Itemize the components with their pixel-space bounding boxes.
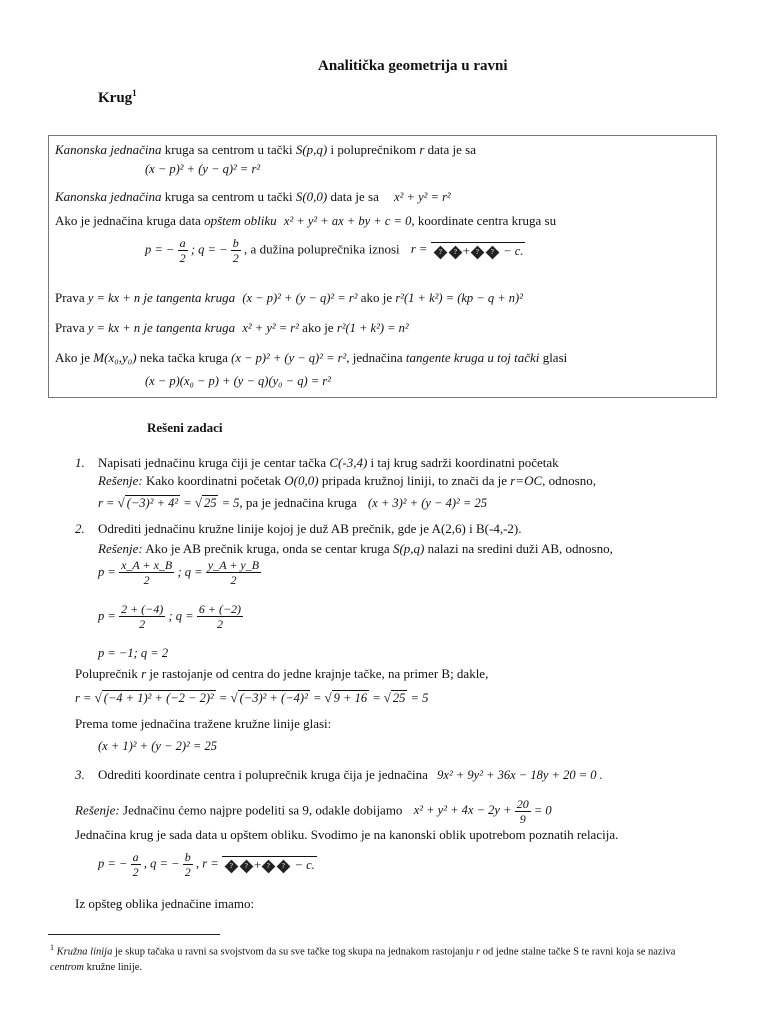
radius-radical: ? ? + ? ? − c. (222, 856, 317, 873)
final-equation: (x + 1)² + (y − 2)² = 25 (98, 739, 217, 753)
problem-1 (75, 455, 559, 471)
text: Poluprečnik (75, 666, 142, 681)
general-form-text: Iz opšteg oblika jednačine imamo: (75, 896, 255, 911)
glyph: ? (244, 862, 249, 871)
r-lhs: r = (75, 691, 95, 705)
equation-general: x² + y² + ax + by + c = 0 (283, 214, 412, 228)
relations-formula (98, 850, 317, 879)
solved-problems-heading: Rešeni zadaci (147, 420, 223, 435)
text: Prava (55, 320, 88, 335)
missing-glyph-icon (433, 246, 447, 260)
origin-point: O(0,0) (284, 473, 319, 488)
q-lhs: ; q = (177, 565, 203, 579)
term-general: opštem obliku (204, 213, 277, 228)
term-tangent: je tangenta kruga (140, 290, 236, 305)
box-line-1 (55, 142, 476, 158)
num: 20 (516, 797, 529, 811)
text: Odrediti jednačinu kružne linije kojoj je duž AB prečnik, gde je A(2,6) i B(-4,-2). (98, 521, 522, 536)
equation-canonical: (x − p)² + (y − q)² = r² (145, 162, 261, 176)
fraction-a-2 (178, 236, 188, 265)
r-tail: − c. (503, 244, 524, 258)
text: pripada kružnoj liniji, to znači da je (318, 473, 511, 488)
circle-eq: (x − p)² + (y − q)² = r² (231, 351, 347, 365)
glyph: ? (267, 862, 271, 871)
fraction (183, 850, 193, 879)
radicand: (−3)² + (−4)² (239, 691, 308, 705)
radius-calculation: r = √ (−4 + 1)² + (−2 − 2)² = √ (−3)² + (−4)² = √ 9 + 16 = √ 25 = 5 (75, 690, 429, 705)
problem-number: 2. (75, 521, 85, 536)
footnote (50, 940, 710, 975)
solution-label: Rešenje: (98, 473, 143, 488)
problem-number: 3. (75, 767, 85, 782)
formula-box (48, 135, 717, 398)
text: Ako je AB prečnik kruga, onda se centar kruga (142, 541, 393, 556)
term: centrom (50, 961, 85, 973)
r-lhs: , r = (196, 856, 219, 871)
point-sym: M(x₀,y₀) (93, 350, 137, 365)
text: Kako koordinatni početak (142, 473, 285, 488)
q-lhs: ; q = − (190, 242, 228, 257)
circle-equation: (x + 3)² + (y − 4)² = 25 (367, 496, 487, 510)
radius-radical: ? ? + ? ? − c. (431, 242, 526, 259)
glyph: ? (490, 248, 495, 257)
text: , koordinate centra kruga su (411, 213, 557, 228)
text: data je sa (424, 142, 476, 157)
q-lhs: , q = − (143, 856, 180, 871)
center-sym: S(p,q) (295, 142, 328, 157)
eq: = (180, 496, 195, 510)
missing-glyph-icon (471, 246, 485, 260)
p-lhs: p = (98, 609, 116, 623)
fraction (206, 558, 261, 587)
fraction (119, 602, 165, 631)
problem-2-solution (98, 541, 613, 557)
footnote-ref: 1 (132, 88, 137, 98)
missing-glyph-icon (448, 246, 462, 260)
result: = 5 (407, 691, 429, 705)
text: Odrediti koordinate centra i poluprečnik kruga čija je jednačina (98, 767, 428, 782)
den: 2 (232, 251, 239, 265)
term: Kružna linija (56, 946, 113, 958)
text: data je sa (327, 189, 379, 204)
radicand: (−4 + 1)² + (−2 − 2)² (103, 691, 214, 705)
box-line-4 (55, 213, 556, 229)
canonical-reduction-text: Jednačina krug je sada data u opštem obliku. Svodimo je na kanonski oblik upotrebom poznatih relacija. (75, 827, 619, 842)
radius-explanation (75, 666, 488, 682)
problem-3 (75, 767, 603, 783)
num: b (184, 850, 191, 864)
line-eq: y = kx + n (87, 291, 141, 305)
text: , odnosno, (542, 473, 596, 488)
text: ako je (298, 320, 337, 335)
r-lhs: r = (410, 242, 428, 257)
num: 2 + (−4) (121, 602, 164, 616)
equation-origin: x² + y² = r² (394, 190, 451, 204)
footnote-rule (48, 934, 220, 935)
heading-text: Krug (98, 90, 133, 106)
tangent-condition: r²(1 + k²) = (kp − q + n)² (395, 291, 523, 305)
reduced-equation: x² + y² + 4x − 2y + (413, 803, 512, 818)
text: Napisati jednačinu kruga čiji je centar tačka (98, 455, 330, 470)
box-line-5 (145, 236, 525, 265)
solution-label: Rešenje: (75, 802, 120, 818)
missing-glyph-icon (225, 860, 239, 874)
problem-3-solution (75, 797, 552, 826)
fraction (119, 558, 174, 587)
text: je skup tačaka u ravni sa svojstvom da su sve tačke tog skupa na jednakom rastojanju (112, 946, 476, 958)
fraction (197, 602, 243, 631)
text: nalazi na sredini duži AB, odnosno, (424, 541, 613, 556)
radius-sym: r (419, 142, 425, 157)
text: od jedne stalne tačke S te ravni koja se naziva (480, 946, 676, 958)
r-lhs: r = (98, 496, 118, 510)
glyph: ? (438, 248, 442, 257)
box-line-8 (55, 350, 567, 366)
text: je rastojanje od centra do jedne krajnje tačke, na primer B; dakle, (146, 666, 489, 681)
center-point: C(-3,4) (329, 455, 368, 470)
text: kruga sa centrom u tački (161, 189, 296, 204)
den: 9 (519, 812, 526, 826)
radicand: 9 + 16 (333, 691, 368, 705)
num: a (132, 850, 139, 864)
radicand: 25 (203, 496, 217, 510)
p-lhs: p = − (98, 856, 128, 871)
glyph: ? (453, 248, 457, 257)
text: glasi (539, 350, 568, 365)
eq: = (369, 691, 384, 705)
radius-sym: r (141, 666, 147, 681)
text: kruga sa centrom u tački (161, 142, 296, 157)
eq-zero: = 0 (530, 803, 552, 818)
glyph: ? (282, 862, 286, 871)
midpoint-formula (98, 558, 261, 587)
text: Jednačinu ćemo najpre podeliti sa 9, odakle dobijamo (119, 802, 403, 818)
equation-tangent-point: (x − p)(x₀ − p) + (y − q)(y₀ − q) = r² (145, 374, 331, 388)
general-equation: 9x² + 9y² + 36x − 18y + 20 = 0 . (437, 768, 603, 782)
section-heading (98, 88, 137, 107)
r-eq-oc: r=OC (510, 473, 543, 488)
term-canonical: Kanonska jednačina (55, 142, 162, 157)
problem-1-solution (98, 473, 596, 489)
fraction (515, 797, 531, 826)
center-sym: S(p,q) (392, 541, 425, 556)
den: 2 (132, 865, 139, 879)
num: 6 + (−2) (198, 602, 242, 616)
line-eq: y = kx + n (87, 321, 141, 335)
num: b (232, 236, 239, 250)
radicand: 25 (392, 691, 406, 705)
den: 2 (143, 573, 150, 587)
den: 2 (230, 573, 237, 587)
problem-2 (75, 521, 521, 537)
num: y_A + y_B (207, 558, 260, 572)
text: Ako je jednačina kruga data (55, 213, 205, 228)
text: i poluprečnikom (327, 142, 420, 157)
glyph: ? (229, 862, 234, 871)
text: Ako je (55, 350, 94, 365)
midpoint-substitution (98, 602, 243, 631)
eq: = (309, 691, 325, 705)
problem-number: 1. (75, 455, 85, 470)
missing-glyph-icon (262, 860, 276, 874)
text: i taj krug sadrži koordinatni početak (367, 455, 559, 470)
result: = 5 (218, 496, 240, 510)
document-title: Analitička geometrija u ravni (318, 58, 508, 74)
missing-glyph-icon (277, 860, 291, 874)
text: , a dužina poluprečnika iznosi (244, 241, 400, 257)
conclusion-text: Prema tome jednačina tražene kružne linije glasi: (75, 716, 332, 731)
circle-eq: x² + y² = r² (242, 321, 299, 335)
den: 2 (216, 617, 223, 631)
fraction-b-2 (231, 236, 241, 265)
text: , pa je jednačina kruga (239, 495, 357, 510)
footnote-number: 1 (50, 943, 54, 952)
radius-sym: r (475, 946, 481, 958)
num: a (179, 236, 186, 250)
eq: = (215, 691, 231, 705)
r-tail: − c. (294, 858, 315, 872)
missing-glyph-icon (486, 246, 500, 260)
den: 2 (179, 251, 186, 265)
den: 2 (184, 865, 191, 879)
p-lhs: p = (98, 565, 116, 579)
midpoint-result: p = −1; q = 2 (98, 646, 169, 660)
term-tangent-point: tangente kruga u toj tački (405, 350, 540, 365)
tangent-condition: r²(1 + k²) = n² (336, 321, 409, 335)
text: neka tačka kruga (136, 350, 232, 365)
box-line-3 (55, 189, 451, 205)
glyph: ? (475, 248, 480, 257)
missing-glyph-icon (240, 860, 254, 874)
solution-label: Rešenje: (98, 541, 143, 556)
problem-1-equation: r = √ (−3)² + 4² = √ 25 = 5, pa je jednačina kruga (x + 3)² + (y − 4)² = 25 (98, 495, 487, 510)
fraction (131, 850, 141, 879)
center-sym: S(0,0) (295, 189, 328, 204)
text: kružne linije. (84, 961, 143, 973)
q-lhs: ; q = (168, 609, 194, 623)
term-tangent: je tangenta kruga (140, 320, 236, 335)
box-line-6 (55, 290, 523, 306)
circle-eq: (x − p)² + (y − q)² = r² (242, 291, 358, 305)
den: 2 (139, 617, 146, 631)
p-lhs: p = − (145, 242, 175, 257)
text: ako je (357, 290, 396, 305)
term-canonical: Kanonska jednačina (55, 189, 162, 204)
text: , jednačina (346, 350, 406, 365)
box-line-7 (55, 320, 409, 336)
radicand: (−3)² + 4² (126, 496, 179, 510)
num: x_A + x_B (121, 558, 173, 572)
text: Prava (55, 290, 88, 305)
